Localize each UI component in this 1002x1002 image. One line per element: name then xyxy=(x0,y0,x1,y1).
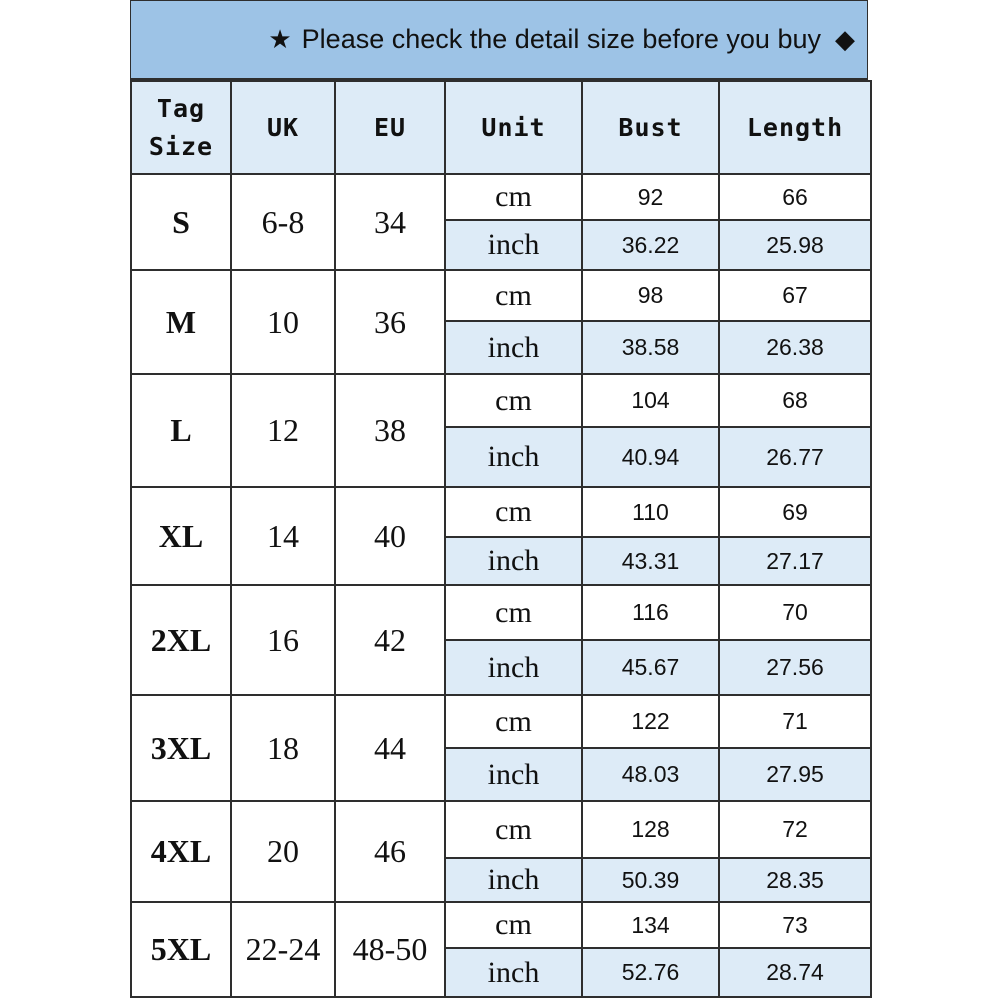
length-cm-cell: 71 xyxy=(719,695,871,748)
length-inch-cell: 27.56 xyxy=(719,640,871,695)
unit-cm-cell: cm xyxy=(445,270,582,321)
unit-inch-cell: inch xyxy=(445,321,582,374)
eu-size-cell: 46 xyxy=(335,801,445,902)
length-cm-cell: 70 xyxy=(719,585,871,640)
tag-size-cell: 4XL xyxy=(131,801,231,902)
length-cm-cell: 73 xyxy=(719,902,871,948)
unit-cm-cell: cm xyxy=(445,801,582,858)
table-row xyxy=(131,801,871,858)
bust-inch-cell: 50.39 xyxy=(582,858,719,902)
table-row xyxy=(131,174,871,220)
unit-cm-cell: cm xyxy=(445,487,582,537)
table-row xyxy=(131,902,871,948)
header-length: Length xyxy=(719,81,871,174)
size-table xyxy=(130,80,872,998)
tag-size-cell: XL xyxy=(131,487,231,585)
eu-size-cell: 36 xyxy=(335,270,445,374)
table-row xyxy=(131,487,871,537)
bust-cm-cell: 116 xyxy=(582,585,719,640)
eu-size-cell: 42 xyxy=(335,585,445,695)
uk-size-cell: 22-24 xyxy=(231,902,335,997)
header-unit: Unit xyxy=(445,81,582,174)
unit-inch-cell: inch xyxy=(445,220,582,270)
table-row xyxy=(131,695,871,748)
bust-inch-cell: 36.22 xyxy=(582,220,719,270)
table-row xyxy=(131,270,871,321)
tag-size-cell: 2XL xyxy=(131,585,231,695)
size-chart xyxy=(130,0,870,1002)
uk-size-cell: 18 xyxy=(231,695,335,801)
length-inch-cell: 28.74 xyxy=(719,948,871,997)
length-cm-cell: 68 xyxy=(719,374,871,427)
unit-cm-cell: cm xyxy=(445,902,582,948)
unit-inch-cell: inch xyxy=(445,427,582,487)
eu-size-cell: 34 xyxy=(335,174,445,270)
tag-size-cell: M xyxy=(131,270,231,374)
bust-inch-cell: 48.03 xyxy=(582,748,719,801)
tag-size-cell: S xyxy=(131,174,231,270)
diamond-icon: ◆ xyxy=(835,24,855,54)
eu-size-cell: 38 xyxy=(335,374,445,487)
unit-inch-cell: inch xyxy=(445,537,582,585)
header-eu: EU xyxy=(335,81,445,174)
unit-cm-cell: cm xyxy=(445,695,582,748)
unit-cm-cell: cm xyxy=(445,585,582,640)
length-inch-cell: 28.35 xyxy=(719,858,871,902)
bust-cm-cell: 128 xyxy=(582,801,719,858)
bust-cm-cell: 122 xyxy=(582,695,719,748)
bust-inch-cell: 40.94 xyxy=(582,427,719,487)
length-cm-cell: 67 xyxy=(719,270,871,321)
length-cm-cell: 72 xyxy=(719,801,871,858)
length-cm-cell: 66 xyxy=(719,174,871,220)
banner xyxy=(130,0,868,80)
star-icon: ★ xyxy=(268,24,292,54)
bust-inch-cell: 43.31 xyxy=(582,537,719,585)
tag-size-cell: L xyxy=(131,374,231,487)
header-bust: Bust xyxy=(582,81,719,174)
length-inch-cell: 26.38 xyxy=(719,321,871,374)
length-inch-cell: 27.95 xyxy=(719,748,871,801)
tag-size-cell: 3XL xyxy=(131,695,231,801)
uk-size-cell: 20 xyxy=(231,801,335,902)
unit-inch-cell: inch xyxy=(445,858,582,902)
unit-cm-cell: cm xyxy=(445,374,582,427)
bust-cm-cell: 134 xyxy=(582,902,719,948)
header-row xyxy=(131,81,871,174)
length-cm-cell: 69 xyxy=(719,487,871,537)
bust-inch-cell: 45.67 xyxy=(582,640,719,695)
eu-size-cell: 44 xyxy=(335,695,445,801)
bust-inch-cell: 52.76 xyxy=(582,948,719,997)
bust-cm-cell: 110 xyxy=(582,487,719,537)
header-uk: UK xyxy=(231,81,335,174)
unit-inch-cell: inch xyxy=(445,640,582,695)
uk-size-cell: 12 xyxy=(231,374,335,487)
tag-size-cell: 5XL xyxy=(131,902,231,997)
length-inch-cell: 26.77 xyxy=(719,427,871,487)
uk-size-cell: 14 xyxy=(231,487,335,585)
length-inch-cell: 25.98 xyxy=(719,220,871,270)
table-row xyxy=(131,374,871,427)
uk-size-cell: 6-8 xyxy=(231,174,335,270)
unit-inch-cell: inch xyxy=(445,748,582,801)
uk-size-cell: 10 xyxy=(231,270,335,374)
eu-size-cell: 48-50 xyxy=(335,902,445,997)
bust-inch-cell: 38.58 xyxy=(582,321,719,374)
header-tag-size: Tag Size xyxy=(131,81,231,174)
bust-cm-cell: 104 xyxy=(582,374,719,427)
table-row xyxy=(131,585,871,640)
unit-inch-cell: inch xyxy=(445,948,582,997)
length-inch-cell: 27.17 xyxy=(719,537,871,585)
bust-cm-cell: 98 xyxy=(582,270,719,321)
banner-text: Please check the detail size before you buy xyxy=(301,24,821,54)
unit-cm-cell: cm xyxy=(445,174,582,220)
eu-size-cell: 40 xyxy=(335,487,445,585)
bust-cm-cell: 92 xyxy=(582,174,719,220)
uk-size-cell: 16 xyxy=(231,585,335,695)
